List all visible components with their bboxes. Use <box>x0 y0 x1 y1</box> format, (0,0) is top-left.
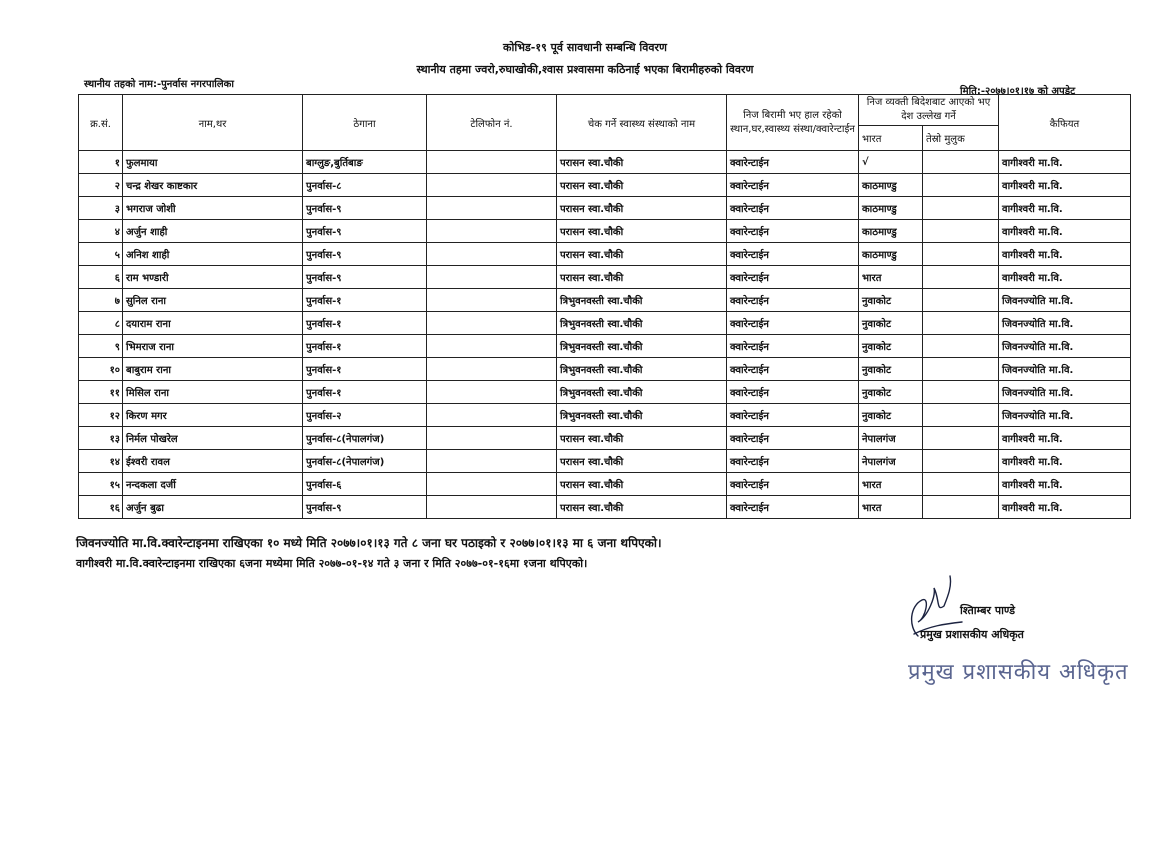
row-address: पुनर्वास-१ <box>303 312 427 335</box>
row-sn: १६ <box>79 496 123 519</box>
row-location: क्वारेन्टाईन <box>727 335 859 358</box>
table-row <box>79 174 1131 197</box>
row-phone <box>427 174 557 197</box>
row-sn: २ <box>79 174 123 197</box>
header-remarks: कैफियत <box>999 95 1131 151</box>
table-row <box>79 427 1131 450</box>
row-third-country <box>923 473 999 496</box>
row-location: क्वारेन्टाईन <box>727 151 859 174</box>
row-phone <box>427 335 557 358</box>
row-remarks: जिवनज्योति मा.वि. <box>999 312 1131 335</box>
table-row <box>79 358 1131 381</box>
row-remarks: जिवनज्योति मा.वि. <box>999 335 1131 358</box>
row-sn: १३ <box>79 427 123 450</box>
row-remarks: जिवनज्योति मा.वि. <box>999 404 1131 427</box>
row-address: पुनर्वास-९ <box>303 243 427 266</box>
row-phone <box>427 312 557 335</box>
row-location: क्वारेन्टाईन <box>727 496 859 519</box>
row-third-country <box>923 266 999 289</box>
row-phone <box>427 358 557 381</box>
table-row <box>79 335 1131 358</box>
row-sn: ३ <box>79 197 123 220</box>
row-remarks: जिवनज्योति मा.वि. <box>999 289 1131 312</box>
row-location: क्वारेन्टाईन <box>727 358 859 381</box>
row-address: बाग्लुङ,बुर्तिबाङ <box>303 151 427 174</box>
row-india: काठमाण्डु <box>859 174 923 197</box>
row-address: पुनर्वास-९ <box>303 266 427 289</box>
row-institution: परासन स्वा.चौकी <box>557 243 727 266</box>
header-current-location: निज बिरामी भए हाल रहेको स्थान,घर,स्वास्थ्य संस्था/क्वारेन्टाईन <box>727 95 859 151</box>
row-india: काठमाण्डु <box>859 243 923 266</box>
row-phone <box>427 151 557 174</box>
row-name: किरण मगर <box>123 404 303 427</box>
row-sn: १४ <box>79 450 123 473</box>
row-institution: त्रिभुवनवस्ती स्वा.चौकी <box>557 312 727 335</box>
header-returned-from: निज व्यक्ती बिदेशबाट आएको भए देश उल्लेख गर्ने <box>859 95 999 126</box>
row-india: √ <box>859 151 923 174</box>
row-india: नुवाकोट <box>859 312 923 335</box>
row-india: नुवाकोट <box>859 404 923 427</box>
row-third-country <box>923 197 999 220</box>
table-row <box>79 243 1131 266</box>
row-third-country <box>923 289 999 312</box>
row-institution: परासन स्वा.चौकी <box>557 151 727 174</box>
row-name: ईश्वरी रावल <box>123 450 303 473</box>
table-row <box>79 404 1131 427</box>
row-address: पुनर्वास-१ <box>303 358 427 381</box>
row-name: सुनिल राना <box>123 289 303 312</box>
row-name: नन्दकला दर्जी <box>123 473 303 496</box>
table-row <box>79 220 1131 243</box>
row-sn: १ <box>79 151 123 174</box>
row-remarks: वागीश्वरी मा.वि. <box>999 151 1131 174</box>
row-remarks: वागीश्वरी मा.वि. <box>999 197 1131 220</box>
row-address: पुनर्वास-६ <box>303 473 427 496</box>
row-third-country <box>923 220 999 243</box>
row-third-country <box>923 496 999 519</box>
row-remarks: वागीश्वरी मा.वि. <box>999 427 1131 450</box>
header-third-country: तेस्रो मुलुक <box>923 126 999 151</box>
row-address: पुनर्वास-८(नेपालगंज) <box>303 427 427 450</box>
row-address: पुनर्वास-१ <box>303 289 427 312</box>
row-sn: ९ <box>79 335 123 358</box>
row-remarks: वागीश्वरी मा.वि. <box>999 450 1131 473</box>
row-india: नुवाकोट <box>859 289 923 312</box>
row-phone <box>427 197 557 220</box>
row-remarks: वागीश्वरी मा.वि. <box>999 220 1131 243</box>
row-location: क्वारेन्टाईन <box>727 427 859 450</box>
row-india: नुवाकोट <box>859 335 923 358</box>
row-name: भिमराज राना <box>123 335 303 358</box>
row-phone <box>427 450 557 473</box>
row-address: पुनर्वास-१ <box>303 335 427 358</box>
document-title: कोभिड-१९ पूर्व सावधानी सम्बन्धि विवरण <box>503 41 667 54</box>
row-phone <box>427 289 557 312</box>
row-sn: १० <box>79 358 123 381</box>
row-institution: परासन स्वा.चौकी <box>557 496 727 519</box>
document-subtitle: स्थानीय तहमा ज्वरो,रुघाखोकी,श्वास प्रश्वासमा कठिनाई भएका बिरामीहरुको विवरण <box>416 63 754 76</box>
row-address: पुनर्वास-९ <box>303 496 427 519</box>
note-bagishwari: वागीश्वरी मा.वि.क्वारेन्टाइनमा राखिएका ६जना मध्येमा मिति २०७७-०१-१४ गते ३ जना र मिति २०७७-०१-१६मा १जना थपिएको। <box>76 557 588 570</box>
row-institution: परासन स्वा.चौकी <box>557 473 727 496</box>
header-sn: क्र.सं. <box>79 95 123 151</box>
row-location: क्वारेन्टाईन <box>727 381 859 404</box>
table-row <box>79 151 1131 174</box>
row-institution: परासन स्वा.चौकी <box>557 220 727 243</box>
row-third-country <box>923 427 999 450</box>
row-address: पुनर्वास-९ <box>303 220 427 243</box>
row-remarks: वागीश्वरी मा.वि. <box>999 496 1131 519</box>
patient-table <box>78 94 1131 519</box>
row-third-country <box>923 381 999 404</box>
row-phone <box>427 496 557 519</box>
row-location: क्वारेन्टाईन <box>727 289 859 312</box>
row-sn: ५ <box>79 243 123 266</box>
row-institution: परासन स्वा.चौकी <box>557 266 727 289</box>
row-name: अनिश शाही <box>123 243 303 266</box>
row-third-country <box>923 151 999 174</box>
row-location: क्वारेन्टाईन <box>727 473 859 496</box>
row-third-country <box>923 243 999 266</box>
row-india: भारत <box>859 496 923 519</box>
row-remarks: वागीश्वरी मा.वि. <box>999 174 1131 197</box>
table-row <box>79 496 1131 519</box>
row-third-country <box>923 404 999 427</box>
local-body-name: स्थानीय तहको नाम:-पुनर्वास नगरपालिका <box>84 79 234 90</box>
row-institution: त्रिभुवनवस्ती स्वा.चौकी <box>557 381 727 404</box>
table-row <box>79 266 1131 289</box>
row-india: नुवाकोट <box>859 358 923 381</box>
row-india: भारत <box>859 266 923 289</box>
row-india: काठमाण्डु <box>859 197 923 220</box>
row-name: अर्जुन बुढा <box>123 496 303 519</box>
row-address: पुनर्वास-८(नेपालगंज) <box>303 450 427 473</box>
note-jivanjyoti: जिवनज्योति मा.वि.क्वारेन्टाइनमा राखिएका १० मध्ये मिति २०७७।०१।१३ गते ८ जना घर पठाइको र २०७७।०१।१३ मा ६ जना थपिएको। <box>76 536 662 550</box>
row-location: क्वारेन्टाईन <box>727 243 859 266</box>
row-sn: १२ <box>79 404 123 427</box>
row-sn: १५ <box>79 473 123 496</box>
row-remarks: वागीश्वरी मा.वि. <box>999 473 1131 496</box>
row-india: नेपालगंज <box>859 427 923 450</box>
row-phone <box>427 473 557 496</box>
row-india: नेपालगंज <box>859 450 923 473</box>
signer-name: श्तिाम्बर पाण्डे <box>960 604 1016 617</box>
row-institution: त्रिभुवनवस्ती स्वा.चौकी <box>557 404 727 427</box>
row-third-country <box>923 450 999 473</box>
row-address: पुनर्वास-२ <box>303 404 427 427</box>
row-name: मिसिल राना <box>123 381 303 404</box>
row-name: राम भण्डारी <box>123 266 303 289</box>
row-name: चन्द्र शेखर काष्टकार <box>123 174 303 197</box>
row-third-country <box>923 358 999 381</box>
table-row <box>79 381 1131 404</box>
row-location: क्वारेन्टाईन <box>727 450 859 473</box>
row-phone <box>427 404 557 427</box>
row-location: क्वारेन्टाईन <box>727 266 859 289</box>
row-institution: त्रिभुवनवस्ती स्वा.चौकी <box>557 289 727 312</box>
row-sn: ४ <box>79 220 123 243</box>
table-row <box>79 312 1131 335</box>
row-name: अर्जुन शाही <box>123 220 303 243</box>
row-name: दयाराम राना <box>123 312 303 335</box>
header-name: नाम,थर <box>123 95 303 151</box>
row-remarks: वागीश्वरी मा.वि. <box>999 243 1131 266</box>
row-remarks: वागीश्वरी मा.वि. <box>999 266 1131 289</box>
row-phone <box>427 427 557 450</box>
table-row <box>79 197 1131 220</box>
row-phone <box>427 220 557 243</box>
row-institution: परासन स्वा.चौकी <box>557 197 727 220</box>
row-phone <box>427 381 557 404</box>
row-remarks: जिवनज्योति मा.वि. <box>999 381 1131 404</box>
row-name: निर्मल पोखरेल <box>123 427 303 450</box>
row-address: पुनर्वास-९ <box>303 197 427 220</box>
table-row <box>79 473 1131 496</box>
row-phone <box>427 243 557 266</box>
row-location: क्वारेन्टाईन <box>727 174 859 197</box>
row-india: नुवाकोट <box>859 381 923 404</box>
row-name: फुलमाया <box>123 151 303 174</box>
official-stamp: प्रमुख प्रशासकीय अधिकृत <box>908 660 1129 685</box>
row-india: काठमाण्डु <box>859 220 923 243</box>
row-remarks: जिवनज्योति मा.वि. <box>999 358 1131 381</box>
row-location: क्वारेन्टाईन <box>727 312 859 335</box>
row-location: क्वारेन्टाईन <box>727 404 859 427</box>
row-name: बाबुराम राना <box>123 358 303 381</box>
row-third-country <box>923 174 999 197</box>
update-date: मिति:-२०७७।०१।१७ को अपडेट <box>960 86 1076 97</box>
signer-title: प्रमुख प्रशासकीय अधिकृत <box>920 628 1024 641</box>
row-third-country <box>923 335 999 358</box>
row-location: क्वारेन्टाईन <box>727 220 859 243</box>
row-sn: ७ <box>79 289 123 312</box>
row-institution: त्रिभुवनवस्ती स्वा.चौकी <box>557 335 727 358</box>
header-institution: चेक गर्ने स्वास्थ्य संस्थाको नाम <box>557 95 727 151</box>
table-row <box>79 450 1131 473</box>
row-india: भारत <box>859 473 923 496</box>
header-india: भारत <box>859 126 923 151</box>
row-address: पुनर्वास-१ <box>303 381 427 404</box>
row-address: पुनर्वास-८ <box>303 174 427 197</box>
row-institution: परासन स्वा.चौकी <box>557 450 727 473</box>
row-third-country <box>923 312 999 335</box>
row-name: भगराज जोशी <box>123 197 303 220</box>
header-phone: टेलिफोन नं. <box>427 95 557 151</box>
row-location: क्वारेन्टाईन <box>727 197 859 220</box>
table-row <box>79 289 1131 312</box>
row-phone <box>427 266 557 289</box>
row-sn: ६ <box>79 266 123 289</box>
row-institution: परासन स्वा.चौकी <box>557 427 727 450</box>
row-sn: ८ <box>79 312 123 335</box>
row-sn: ११ <box>79 381 123 404</box>
row-institution: परासन स्वा.चौकी <box>557 174 727 197</box>
header-address: ठेगाना <box>303 95 427 151</box>
row-institution: त्रिभुवनवस्ती स्वा.चौकी <box>557 358 727 381</box>
